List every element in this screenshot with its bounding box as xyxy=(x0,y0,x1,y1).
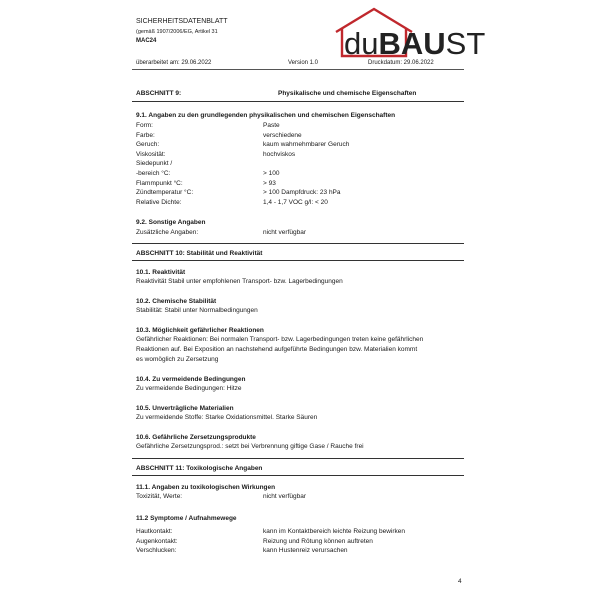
version: Version 1.0 xyxy=(288,60,319,66)
property-label: Flammpunkt °C: xyxy=(136,179,183,187)
logo-part-st: ST xyxy=(445,26,486,61)
section11-divider xyxy=(132,475,464,476)
section11-top-divider xyxy=(132,458,464,459)
revised-date: überarbeitet am: 29.06.2022 xyxy=(136,60,212,66)
section11-title: ABSCHNITT 11: Toxikologische Angaben xyxy=(136,465,263,472)
section10-4-text: Zu vermeidende Bedingungen: Hitze xyxy=(136,385,242,392)
section10-divider xyxy=(132,260,464,261)
document-title: SICHERHEITSDATENBLATT xyxy=(136,18,228,25)
section10-1-text: Reaktivität Stabil unter empfohlenen Transport- bzw. Lagerbedingungen xyxy=(136,278,343,285)
property-label: Form: xyxy=(136,122,153,129)
logo-wordmark xyxy=(344,26,485,62)
header-divider xyxy=(132,69,464,70)
property-label: Farbe: xyxy=(136,131,155,139)
symptom-label: Augenkontakt: xyxy=(136,537,178,545)
page-number: 4 xyxy=(458,578,462,585)
symptom-label: Hautkontakt: xyxy=(136,528,173,535)
additional-info-value: nicht verfügbar xyxy=(263,229,306,236)
property-value: Paste xyxy=(263,122,280,129)
section9-divider xyxy=(132,101,464,102)
properties-labels xyxy=(136,121,193,207)
property-value: 1,4 - 1,7 VOC g/l: < 20 xyxy=(263,198,328,206)
section10-1-title: 10.1. Reaktivität xyxy=(136,269,186,276)
section10-top-divider xyxy=(132,243,464,244)
section10-2-text: Stabilität: Stabil unter Normalbedingungen xyxy=(136,307,258,314)
property-value: > 100 xyxy=(263,169,280,177)
property-value xyxy=(263,159,349,169)
section10-3-line1: Gefährlicher Reaktionen: Bei normalen Transport- bzw. Lagerbedingungen treten keine gefährlichen xyxy=(136,336,424,343)
section10-3-line3: es womöglich zu Zersetzung xyxy=(136,356,219,363)
symptom-value: Reizung und Rötung können auftreten xyxy=(263,537,373,545)
property-label: -bereich °C: xyxy=(136,169,171,177)
print-date: Druckdatum: 29.06.2022 xyxy=(368,60,434,66)
section10-5-title: 10.5. Unverträgliche Materialien xyxy=(136,405,234,412)
logo-part-du: du xyxy=(344,26,379,61)
toxicity-label: Toxizität, Werte: xyxy=(136,493,183,500)
logo-part-bau: BAU xyxy=(378,26,446,61)
section11-1-title: 11.1. Angaben zu toxikologischen Wirkungen xyxy=(136,484,276,491)
symptom-value: kann im Kontaktbereich leichte Reizung bewirken xyxy=(263,528,405,535)
section10-4-title: 10.4. Zu vermeidende Bedingungen xyxy=(136,376,246,383)
properties-values xyxy=(263,121,349,207)
section10-5-text: Zu vermeidende Stoffe: Starke Oxidationsmittel. Starke Säuren xyxy=(136,414,318,421)
symptom-value: kann Hustenreiz verursachen xyxy=(263,547,348,555)
regulation-reference: (gemäß 1907/2006/EG, Artikel 31 xyxy=(136,29,218,35)
symptom-values xyxy=(263,527,405,556)
property-label: Geruch: xyxy=(136,141,160,149)
property-value: > 100 Dampfdruck: 23 hPa xyxy=(263,189,341,197)
property-value: verschiedene xyxy=(263,131,302,139)
section10-6-text: Gefährliche Zersetzungsprod.: setzt bei Verbrennung giftige Gase / Rauche frei xyxy=(136,443,364,450)
section9-title: Physikalische und chemische Eigenschaften xyxy=(278,90,417,97)
property-label: Viskosität: xyxy=(136,150,166,158)
additional-info-label: Zusätzliche Angaben: xyxy=(136,229,199,236)
toxicity-value: nicht verfügbar xyxy=(263,493,306,500)
section10-title: ABSCHNITT 10: Stabilität und Reaktivität xyxy=(136,250,263,257)
section9-2-title: 9.2. Sonstige Angaben xyxy=(136,219,206,226)
property-value: > 93 xyxy=(263,179,276,187)
section9-label: ABSCHNITT 9: xyxy=(136,90,182,97)
section9-1-title: 9.1. Angaben zu den grundlegenden physikalischen und chemischen Eigenschaften xyxy=(136,112,396,119)
section10-6-title: 10.6. Gefährliche Zersetzungsprodukte xyxy=(136,434,256,441)
product-name: MAC24 xyxy=(136,38,157,44)
section10-3-line2: Reaktionen auf. Bei Exposition an nachstehend aufgeführte Bedingungen bzw. Materialien kommt xyxy=(136,346,418,353)
property-label: Siedepunkt / xyxy=(136,160,173,168)
property-value: kaum wahrnehmbarer Geruch xyxy=(263,141,350,149)
property-label: Zündtemperatur °C: xyxy=(136,189,194,197)
section10-3-title: 10.3. Möglichkeit gefährlicher Reaktionen xyxy=(136,327,264,334)
section10-2-title: 10.2. Chemische Stabilität xyxy=(136,298,217,305)
symptom-label: Verschlucken: xyxy=(136,547,177,555)
property-label: Relative Dichte: xyxy=(136,198,182,206)
section11-2-title: 11.2 Symptome / Aufnahmewege xyxy=(136,515,237,522)
property-value: hochviskos xyxy=(263,150,296,158)
symptom-labels xyxy=(136,527,178,556)
